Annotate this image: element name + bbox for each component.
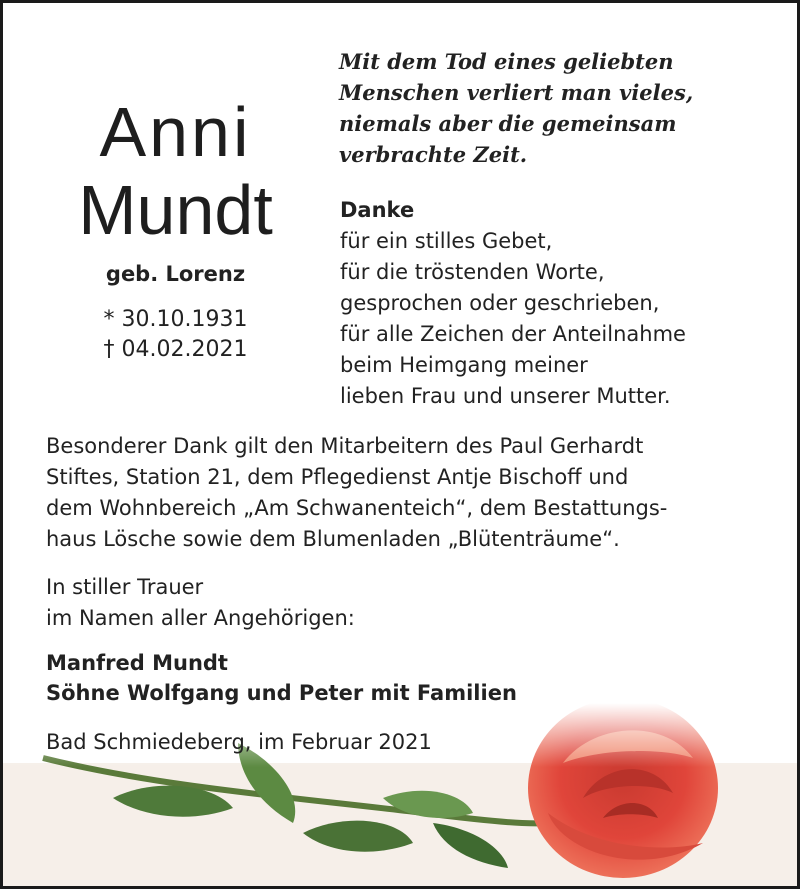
signers-list — [46, 648, 646, 708]
thanks-block — [340, 195, 780, 412]
birth-name: geb. Lorenz — [105, 262, 246, 286]
thanks-line: lieben Frau und unserer Mutter. — [340, 384, 671, 408]
thanks-title: Danke — [340, 198, 415, 222]
life-dates — [3, 305, 348, 365]
special-thanks-line: dem Wohnbereich „Am Schwanenteich“, dem Bestattungs- — [46, 496, 668, 520]
death-date: † 04.02.2021 — [103, 337, 248, 362]
quote-line: niemals aber die gemeinsam — [339, 111, 677, 136]
thanks-line: für alle Zeichen der Anteilnahme — [340, 322, 686, 346]
thanks-line: beim Heimgang meiner — [340, 353, 588, 377]
quote-line: verbrachte Zeit. — [339, 142, 528, 167]
mourning-line: im Namen aller Angehörigen: — [46, 606, 355, 630]
signer-name: Manfred Mundt — [46, 651, 228, 675]
mourning-text — [46, 572, 546, 634]
quote-line: Mit dem Tod eines geliebten — [339, 49, 674, 74]
thanks-line: für die tröstenden Worte, — [340, 260, 605, 284]
special-thanks-line: haus Lösche sowie dem Blumenladen „Blütenträume“. — [46, 527, 620, 551]
memorial-quote — [339, 46, 779, 170]
signer-name: Söhne Wolfgang und Peter mit Familien — [46, 681, 517, 705]
special-thanks-paragraph — [46, 431, 757, 555]
deceased-last-name: Mundt — [78, 171, 273, 249]
special-thanks-line: Besonderer Dank gilt den Mitarbeitern des Paul Gerhardt — [46, 434, 644, 458]
birth-date: * 30.10.1931 — [103, 307, 248, 332]
mourning-line: In stiller Trauer — [46, 575, 204, 599]
deceased-first-name: Anni — [99, 93, 252, 171]
place-and-date: Bad Schmiedeberg, im Februar 2021 — [46, 730, 432, 754]
thanks-line: für ein stilles Gebet, — [340, 229, 553, 253]
special-thanks-line: Stiftes, Station 21, dem Pflegedienst Antje Bischoff und — [46, 465, 629, 489]
quote-line: Menschen verliert man vieles, — [339, 80, 694, 105]
thanks-line: gesprochen oder geschrieben, — [340, 291, 660, 315]
